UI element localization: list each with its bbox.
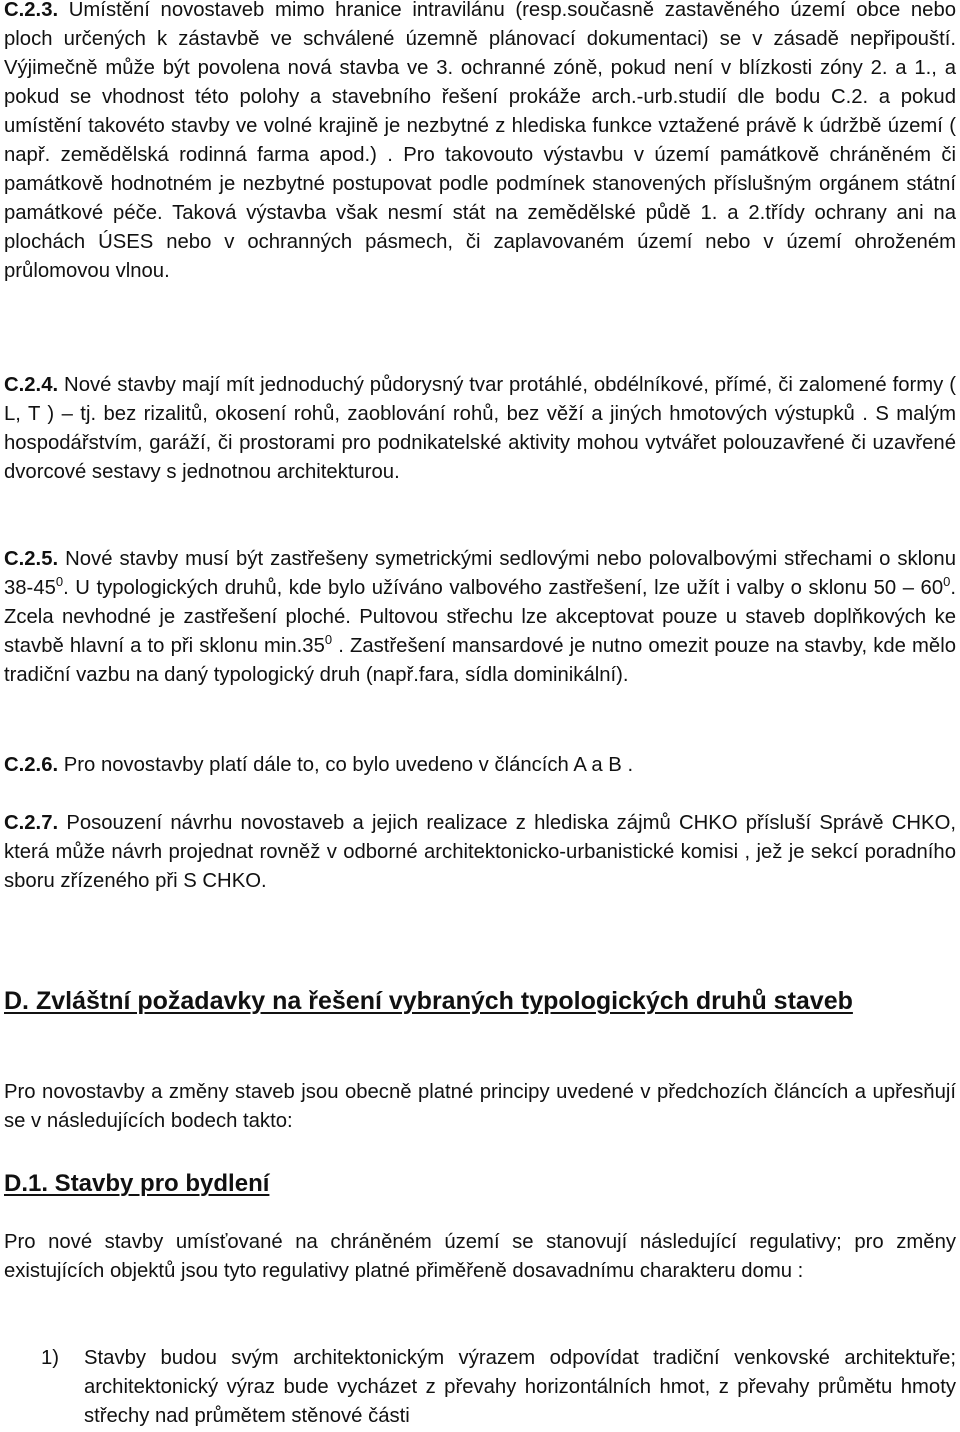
list-item-marker: 1) [41, 1347, 60, 1369]
section-text-c25-part3: . Zcela nevhodné je zastřešení ploché. Pultovou střechu lze akceptovat pouze u staveb doplňkových ke stavbě hlavní a to při sklonu min.35 [4, 577, 956, 657]
section-id-c25: C.2.5. [4, 548, 59, 570]
section-d-heading: D. Zvláštní požadavky na řešení vybraných typologických druhů staveb [4, 987, 853, 1015]
section-id-c24: C.2.4. [4, 374, 59, 396]
section-id-c23: C.2.3. [4, 0, 59, 21]
section-id-c26: C.2.6. [4, 754, 59, 776]
section-text-c25-part1: Nové stavby musí být zastřešeny symetrickými sedlovými nebo polovalbovými střechami o sklonu 38-45 [4, 548, 956, 599]
section-text-c25-part2: . U typologických druhů, kde bylo užíváno valbového zastřešení, lze užít i valby o sklonu 50 – 60 [63, 577, 944, 599]
degree-superscript: 0 [943, 574, 951, 589]
section-text-c23: Umístění novostaveb mimo hranice intravilánu (resp.současně zastavěného území obce nebo ploch určených k zástavbě ve schválené územně plánovací dokumentaci) se v zásadě nepřipouští. Výjimečně může být povolena nová stavba ve 3. ochranné zóně, pokud není v blízkosti zóny 2. a 1., a pokud se vhodnost této polohy a stavebního řešení prokáže arch.-urb.studií dle bodu C.2. a pokud umístění takovéto stavby ve volné krajině je nezbytné z hlediska funkce vztažené právě k údržbě území ( např. zemědělská rodinná farma apod.) . Pro takovouto výstavbu v území památkově chráněném či památkově hodnotném je nezbytné postupovat podle podmínek stanovených příslušným orgánem státní památkové péče. Taková výstavba však nesmí stát na zemědělské půdě 1. a 2.třídy ochrany ani na plochách ÚSES nebo v ochranných pásmech, či zaplavovaném území nebo v území ohroženém průlomovou vlnou. [4, 0, 956, 282]
paragraph-c27 [4, 809, 956, 896]
list-item-text: Stavby budou svým architektonickým výrazem odpovídat tradiční venkovské architektuře; architektonický výraz bude vycházet z převahy horizontálních hmot, z převahy průmětu hmoty střechy nad průmětem stěnové části [84, 1347, 956, 1427]
list-item [4, 1344, 956, 1431]
section-d1-heading: D.1. Stavby pro bydlení [4, 1170, 270, 1197]
section-id-c27: C.2.7. [4, 812, 59, 834]
section-text-c26: Pro novostavby platí dále to, co bylo uvedeno v článcích A a B . [58, 754, 634, 776]
paragraph-c26 [4, 751, 956, 780]
section-text-c25-part4: . Zastřešení mansardové je nutno omezit pouze na stavby, kde mělo tradiční vazbu na daný typologický druh (např.fara, sídla dominikální). [4, 635, 957, 686]
regulation-list [4, 1344, 956, 1431]
degree-superscript: 0 [55, 574, 64, 589]
section-text-c27: Posouzení návrhu novostaveb a jejich realizace z hlediska zájmů CHKO přísluší Správě CHKO, která může návrh projednat rovněž v odborné architektonicko-urbanistické komisi , jež je sekcí poradního sboru zřízeného při S CHKO. [4, 812, 956, 892]
section-d-intro: Pro novostavby a změny staveb jsou obecně platné principy uvedené v předchozích článcích a upřesňují se v následujících bodech takto: [4, 1081, 956, 1132]
paragraph-c24 [4, 371, 956, 487]
section-d1-intro: Pro nové stavby umísťované na chráněném území se stanovují následující regulativy; pro změny existujících objektů jsou tyto regulativy platné přiměřeně dosavadnímu charakteru domu : [4, 1231, 956, 1282]
degree-superscript: 0 [324, 632, 333, 647]
section-text-c24: Nové stavby mají mít jednoduchý půdorysný tvar protáhlé, obdélníkové, přímé, či zalomené formy ( L, T ) – tj. bez rizalitů, okosení rohů, zaoblování rohů, bez věží a jiných hmotových výstupků . S malým hospodářstvím, garáží, či prostorami pro podnikatelské aktivity mohou vytvářet polouzavřené či uzavřené dvorcové sestavy s jednotnou architekturou. [4, 374, 956, 483]
paragraph-c25 [4, 545, 956, 690]
paragraph-c23 [4, 0, 956, 286]
